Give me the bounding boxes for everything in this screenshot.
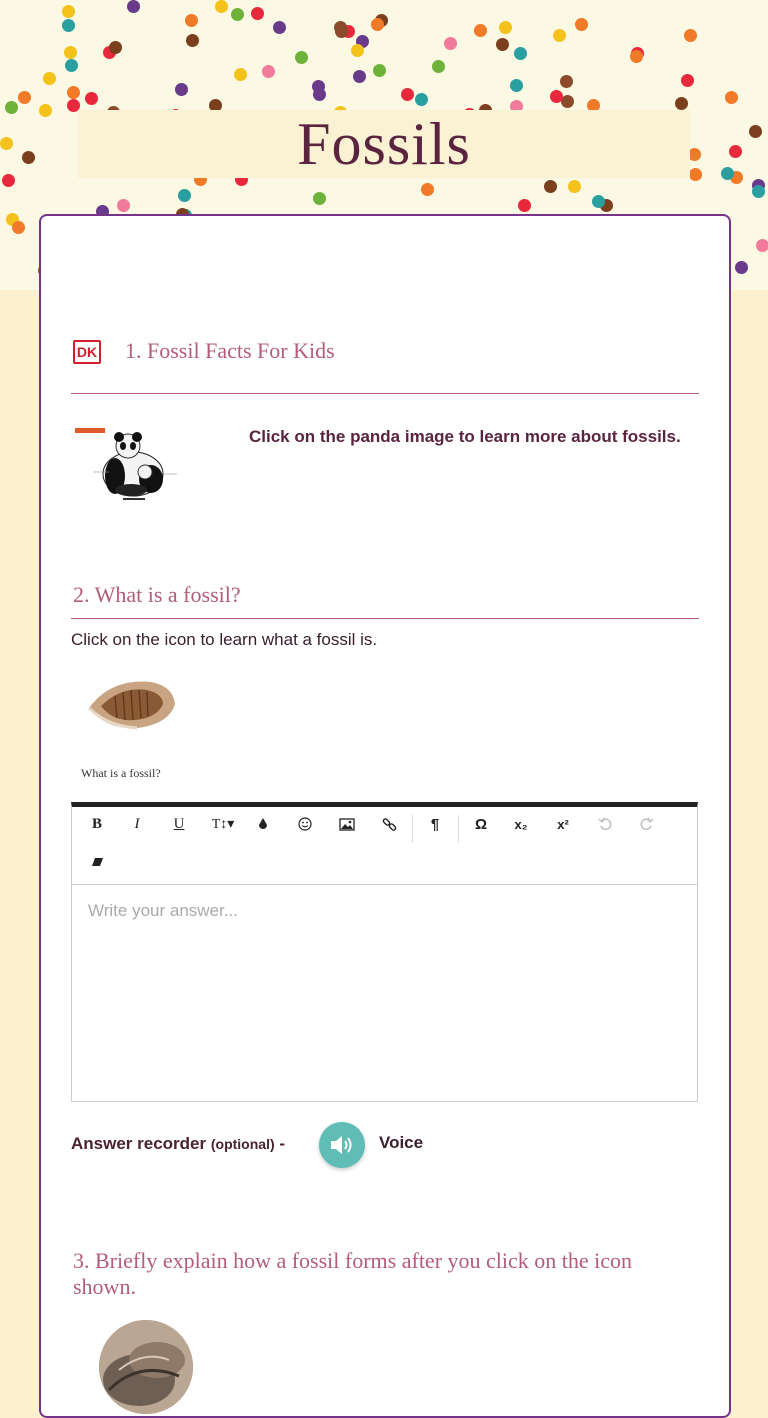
polka-dot — [415, 93, 428, 106]
polka-dot — [518, 199, 531, 212]
polka-dot — [127, 0, 140, 13]
bold-button[interactable]: B — [91, 815, 102, 832]
polka-dot — [234, 68, 247, 81]
polka-dot — [178, 189, 191, 202]
section3-heading: 3. Briefly explain how a fossil forms after you click on the icon shown. — [73, 1248, 633, 1299]
image-icon — [339, 818, 355, 831]
polka-dot — [2, 174, 15, 187]
polka-dot — [499, 21, 512, 34]
section2-instruction: Click on the icon to learn what a fossil is. — [71, 630, 378, 649]
smiley-icon — [298, 817, 312, 831]
polka-dot — [65, 59, 78, 72]
polka-dot — [175, 83, 188, 96]
polka-dot — [251, 7, 264, 20]
polka-dot — [215, 0, 228, 13]
text-color-button[interactable] — [250, 811, 276, 837]
paragraph-direction-button[interactable]: ¶ — [430, 815, 440, 833]
insert-image-button[interactable] — [334, 811, 360, 837]
insert-link-button[interactable] — [376, 811, 402, 837]
polka-dot — [630, 50, 643, 63]
fossil-icon-link[interactable] — [81, 668, 181, 738]
fossil-caption: What is a fossil? — [81, 766, 161, 780]
polka-dot — [85, 92, 98, 105]
undo-icon — [598, 817, 612, 831]
polka-dot — [231, 8, 244, 21]
polka-dot — [725, 91, 738, 104]
polka-dot — [510, 79, 523, 92]
polka-dot — [62, 5, 75, 18]
polka-dot — [22, 151, 35, 164]
toolbar-separator — [412, 815, 413, 843]
dk-logo: DK — [73, 340, 101, 364]
polka-dot — [295, 51, 308, 64]
answer-editor — [71, 802, 698, 1102]
link-icon — [382, 817, 397, 832]
fossil-rock-image — [99, 1320, 193, 1414]
speaker-icon — [329, 1133, 355, 1157]
polka-dot — [444, 37, 457, 50]
polka-dot — [553, 29, 566, 42]
polka-dot — [544, 180, 557, 193]
clear-formatting-button[interactable] — [84, 849, 110, 875]
polka-dot — [5, 101, 18, 114]
panda-image — [73, 424, 193, 504]
polka-dot — [496, 38, 509, 51]
polka-dot — [592, 195, 605, 208]
polka-dot — [18, 91, 31, 104]
recorder-dash: - — [274, 1134, 286, 1153]
voice-label: Voice — [379, 1133, 424, 1152]
polka-dot — [735, 261, 748, 274]
polka-dot — [474, 24, 487, 37]
undo-button[interactable] — [592, 811, 618, 837]
polka-dot — [62, 19, 75, 32]
eraser-icon — [90, 856, 105, 868]
polka-dot — [514, 47, 527, 60]
superscript-button[interactable]: x² — [557, 816, 569, 832]
polka-dot — [401, 88, 414, 101]
page-title: Fossils — [297, 110, 471, 177]
polka-dot — [729, 145, 742, 158]
recorder-optional: (optional) — [210, 1136, 275, 1152]
panda-image-link[interactable] — [73, 424, 193, 504]
polka-dot — [12, 221, 25, 234]
redo-button[interactable] — [634, 811, 660, 837]
polka-dot — [39, 104, 52, 117]
polka-dot — [313, 88, 326, 101]
panda-instruction: Click on the panda image to learn more about fossils. — [249, 427, 681, 446]
polka-dot — [109, 41, 122, 54]
section1-divider — [71, 393, 699, 394]
polka-dot — [749, 125, 762, 138]
polka-dot — [262, 65, 275, 78]
polka-dot — [373, 64, 386, 77]
answer-input[interactable] — [72, 885, 697, 1101]
fossil-fish-image — [81, 668, 181, 738]
polka-dot — [43, 72, 56, 85]
italic-button[interactable]: I — [134, 815, 140, 832]
polka-dot — [550, 90, 563, 103]
polka-dot — [0, 137, 13, 150]
polka-dot — [432, 60, 445, 73]
editor-toolbar — [72, 807, 697, 885]
answer-recorder-label — [71, 1134, 285, 1154]
polka-dot — [421, 183, 434, 196]
polka-dot — [186, 34, 199, 47]
fossil-formation-icon-link[interactable] — [99, 1320, 193, 1414]
section1-heading: 1. Fossil Facts For Kids — [125, 338, 335, 363]
toolbar-separator — [458, 815, 459, 843]
polka-dot — [67, 86, 80, 99]
polka-dot — [313, 192, 326, 205]
special-character-button[interactable]: Ω — [474, 815, 488, 833]
emoji-button[interactable] — [292, 811, 318, 837]
section2-divider — [71, 618, 699, 619]
title-banner — [78, 110, 690, 178]
polka-dot — [752, 185, 765, 198]
polka-dot — [117, 199, 130, 212]
section2-heading: 2. What is a fossil? — [73, 582, 241, 607]
polka-dot — [684, 29, 697, 42]
polka-dot — [273, 21, 286, 34]
polka-dot — [721, 167, 734, 180]
text-size-button[interactable]: T↕▾ — [211, 816, 235, 832]
polka-dot — [371, 18, 384, 31]
polka-dot — [185, 14, 198, 27]
voice-record-button[interactable] — [319, 1122, 365, 1168]
polka-dot — [351, 44, 364, 57]
worksheet-card — [39, 214, 731, 1418]
polka-dot — [681, 74, 694, 87]
polka-dot — [575, 18, 588, 31]
droplet-icon — [257, 817, 269, 831]
polka-dot — [568, 180, 581, 193]
polka-dot — [353, 70, 366, 83]
underline-button[interactable]: U — [173, 815, 185, 832]
redo-icon — [640, 817, 654, 831]
polka-dot — [756, 239, 768, 252]
subscript-button[interactable]: x₂ — [514, 816, 528, 832]
polka-dot — [560, 75, 573, 88]
polka-dot — [334, 21, 347, 34]
polka-dot — [689, 168, 702, 181]
polka-dot — [675, 97, 688, 110]
recorder-title: Answer recorder — [71, 1134, 207, 1153]
polka-dot — [64, 46, 77, 59]
